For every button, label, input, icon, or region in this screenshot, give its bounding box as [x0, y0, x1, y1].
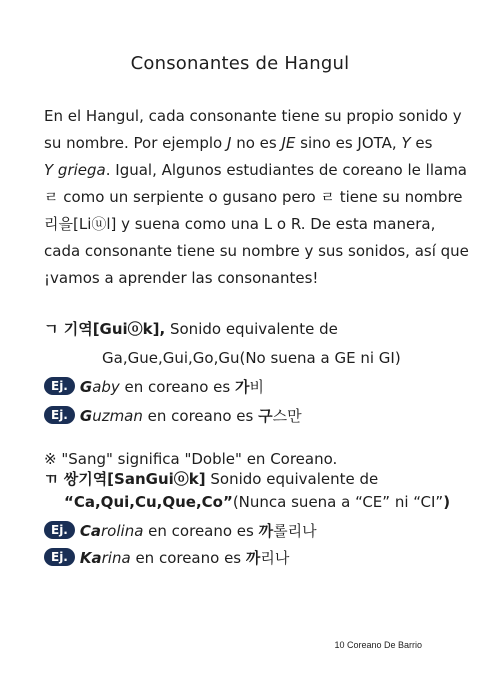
giyeok-name: ㄱ 기역[Guiⓞk],: [44, 320, 166, 338]
example-badge: Ej.: [44, 377, 75, 395]
intro-text: no es: [231, 134, 282, 152]
ssang-heading: [44, 468, 378, 489]
example-row: [44, 376, 264, 397]
example-row: [44, 405, 302, 426]
intro-text: ¡vamos a aprender las consonantes!: [44, 269, 319, 287]
example-korean-bold: 까: [245, 549, 261, 567]
intro-italic: Y griega: [44, 161, 106, 179]
intro-text: En el Hangul, cada consonante tiene su propio sonido y: [44, 107, 462, 125]
intro-line: [44, 184, 469, 211]
giyeok-heading: [44, 318, 338, 339]
page-footer: 10 Coreano De Barrio: [334, 640, 422, 650]
intro-text: sino es JOTA,: [295, 134, 402, 152]
example-bold: G: [79, 378, 93, 396]
ssang-name: ㄲ 쌍기역[SanGuiⓞk]: [44, 470, 206, 488]
example-korean: 비: [249, 378, 264, 396]
ssang-sounds-note: (Nunca suena a “CE” ni “CI”: [232, 493, 444, 511]
example-badge: Ej.: [44, 548, 75, 566]
example-korean: 리나: [260, 549, 290, 567]
example-korean-bold: 까: [258, 522, 274, 540]
example-bold: Ka: [79, 549, 102, 567]
intro-text: cada consonante tiene su nombre y sus sonidos, así que: [44, 242, 469, 260]
ssang-desc: Sonido equivalente de: [205, 470, 379, 488]
intro-italic: Y: [401, 134, 411, 152]
example-text: en coreano es: [142, 407, 259, 425]
example-korean-bold: 구: [258, 407, 273, 425]
example-bold: G: [79, 407, 93, 425]
intro-line: [44, 157, 469, 184]
example-bold: Ca: [79, 522, 102, 540]
example-word: aby: [92, 378, 120, 396]
ssang-sounds: [64, 493, 450, 511]
ssang-sounds-bold: “Ca,Qui,Cu,Que,Co”: [64, 493, 233, 511]
intro-line: [44, 265, 469, 292]
intro-line: [44, 103, 469, 130]
example-korean: 롤리나: [273, 522, 317, 540]
intro-paragraph: [44, 103, 469, 292]
giyeok-desc: Sonido equivalente de: [165, 320, 338, 338]
intro-text: es: [410, 134, 433, 152]
example-text: en coreano es: [119, 378, 235, 396]
example-row: [44, 520, 317, 541]
ssang-sounds-close: ): [443, 493, 451, 511]
example-word: uzman: [92, 407, 143, 425]
giyeok-sounds: Ga,Gue,Gui,Go,Gu(No suena a GE ni GI): [102, 349, 401, 367]
example-korean: 스만: [272, 407, 302, 425]
example-row: [44, 547, 289, 568]
example-text: en coreano es: [130, 549, 246, 567]
intro-text: 리을[Liⓤl] y suena como una L o R. De esta manera,: [44, 215, 436, 233]
intro-text: . Igual, Algunos estudiantes de coreano le llama: [105, 161, 468, 179]
example-word: rolina: [101, 522, 144, 540]
intro-text: ㄹ como un serpiente o gusano pero ㄹ tiene su nombre: [44, 188, 463, 206]
intro-italic: J: [227, 134, 232, 152]
intro-text: su nombre. Por ejemplo: [44, 134, 228, 152]
example-text: en coreano es: [143, 522, 259, 540]
example-word: rina: [101, 549, 131, 567]
example-korean-bold: 가: [235, 378, 250, 396]
example-badge: Ej.: [44, 406, 75, 424]
intro-italic: JE: [281, 134, 296, 152]
ssang-note: ※ "Sang" significa "Doble" en Coreano.: [44, 450, 338, 468]
example-badge: Ej.: [44, 521, 75, 539]
intro-line: [44, 130, 469, 157]
page-title: Consonantes de Hangul: [130, 53, 350, 74]
intro-line: [44, 211, 469, 238]
intro-line: [44, 238, 469, 265]
